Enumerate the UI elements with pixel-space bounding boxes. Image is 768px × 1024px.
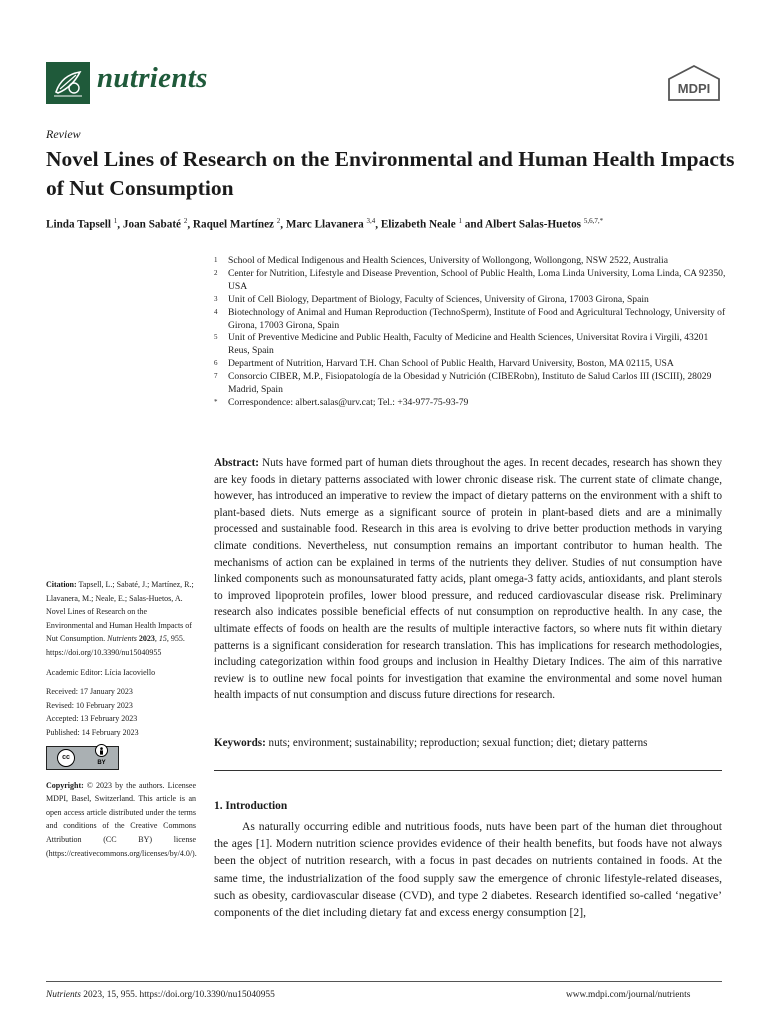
affiliations-list	[214, 255, 726, 410]
affiliation-number: 7	[214, 372, 218, 381]
author-name: Joan Sabaté	[122, 218, 182, 231]
footer-journal-url[interactable]: www.mdpi.com/journal/nutrients	[566, 990, 691, 1000]
affiliation-text: Correspondence: albert.salas@urv.cat; Tel.: +34-977-75-93-79	[228, 396, 469, 408]
keywords-text: nuts; environment; sustainability; reproduction; sexual function; diet; dietary patterns	[268, 737, 648, 749]
author-affiliation-marker: 1	[113, 217, 118, 225]
citation-doi-link[interactable]: https://doi.org/10.3390/nu15040955	[46, 647, 162, 657]
introduction-paragraph: As naturally occurring edible and nutritious foods, nuts have been part of the human diet throughout the ages [1]. Modern nutrition science provides evidence of their health benefits, but foods have not always been the object of nutrition research, with a focus in past decades on nutrients contained in foods. At the same time, the industrialization of the food supply saw the emergence of chronic lifestyle-related diseases, such as obesity, cardiovascular disease (CVD), and type 2 diabetes. Research identified so-called ‘negative’ components of the diet including dietary fat and excess energy consumption [2],	[214, 820, 722, 920]
abstract	[214, 455, 722, 704]
section-divider	[214, 770, 722, 771]
citation-year: 2023	[138, 634, 155, 644]
by-label: BY	[97, 760, 106, 767]
affiliation-number: 5	[214, 333, 218, 342]
citation-journal: Nutrients	[107, 634, 137, 644]
citation-volume: 15	[158, 634, 167, 644]
date-published: Published: 14 February 2023	[46, 727, 139, 737]
journal-logo-icon	[46, 62, 90, 104]
footer-divider	[46, 981, 722, 982]
publisher-name: MDPI	[677, 81, 711, 96]
author-name: Raquel Martínez	[192, 218, 274, 231]
affiliation-item	[214, 307, 726, 333]
keywords-label: Keywords:	[214, 737, 266, 749]
affiliation-number: 1	[214, 256, 218, 264]
affiliation-number: 6	[214, 359, 218, 368]
cc-by-license-badge[interactable]	[46, 746, 119, 770]
citation-text: Tapsell, L.; Sabaté, J.; Martínez, R.; Llavanera, M.; Neale, E.; Salas-Huetos, A. Novel Lines of Research on the Environmental and Human Health Impacts of Nut Consumption.	[46, 580, 194, 644]
author-separator: and	[462, 218, 486, 231]
affiliation-item	[214, 371, 726, 397]
copyright-block	[46, 779, 196, 861]
author-separator: ,	[187, 218, 193, 231]
footer-citation-text: 2023, 15, 955. https://doi.org/10.3390/nu15040955	[83, 990, 275, 1000]
citation-label: Citation:	[46, 580, 77, 589]
person-icon	[95, 744, 108, 757]
author-name: Albert Salas-Huetos	[485, 218, 582, 231]
affiliation-text: Unit of Cell Biology, Department of Biology, Faculty of Sciences, University of Girona, 17003 Girona, Spain	[228, 293, 649, 305]
author-affiliation-marker: 2	[276, 217, 281, 225]
citation-block: Citation: Tapsell, L.; Sabaté, J.; Martínez, R.; Llavanera, M.; Neale, E.; Salas-Huetos, A. Novel Lines of Research on the Environmental and Human Health Impacts of Nut Consumption. Nutrients 2023, 15, 955. https://doi.org/10.3390/nu15040955	[46, 580, 194, 657]
copyright-text: © 2023 by the authors. Licensee MDPI, Basel, Switzerland. This article is an open access article distributed under the terms and conditions of the Creative Commons Attribution (CC BY) license (https://creativecommons.org/licenses/by/4.0/).	[46, 780, 197, 858]
date-received: Received: 17 January 2023	[46, 687, 133, 697]
article-title: Novel Lines of Research on the Environmental and Human Health Impacts of Nut Consumption	[46, 147, 735, 200]
introduction-text	[214, 818, 722, 921]
cc-icon: cc	[57, 749, 75, 767]
article-info-sidebar	[46, 578, 196, 860]
citation-pages: 955.	[170, 634, 185, 644]
publisher-logo	[666, 64, 722, 102]
article-type: Review	[46, 127, 81, 141]
author-affiliation-marker: 3,4	[366, 217, 376, 225]
affiliation-text: Consorcio CIBER, M.P., Fisiopatología de la Obesidad y Nutrición (CIBERobn), Instituto de Salud Carlos III (ISCIII), 28029 Madrid, Spain	[228, 371, 712, 396]
affiliation-text: School of Medical Indigenous and Health Sciences, University of Wollongong, Wollongong, NSW 2522, Australia	[228, 255, 668, 266]
academic-editor: Academic Editor: Lícia Iacoviello	[46, 667, 156, 677]
affiliation-item	[214, 397, 726, 410]
introduction-heading: 1. Introduction	[214, 800, 288, 812]
affiliation-item	[214, 268, 726, 294]
author-separator: ,	[117, 218, 123, 231]
author-list	[46, 217, 736, 231]
keywords	[214, 737, 722, 749]
copyright-label: Copyright:	[46, 780, 84, 790]
footer-journal: Nutrients	[46, 990, 81, 1000]
journal-name: nutrients	[97, 62, 208, 94]
affiliation-number: 2	[214, 268, 218, 277]
author-separator: ,	[375, 218, 381, 231]
date-revised: Revised: 10 February 2023	[46, 700, 133, 710]
abstract-text: Nuts have formed part of human diets throughout the ages. In recent decades, research has shown they are key foods in dietary patterns associated with lower chronic disease risk. The current state of climate change, however, has introduced an imperative to review the impact of dietary patterns on the environment with a shift to plant-based diets. Nuts emerge as a significant source of protein in plant-based diets and are a minimally processed and sustainable food. Research in this area is evolving to drive better production methods in varying climate conditions. Nevertheless, nut consumption remains an important contributor to human health. The mechanisms of action can be explained in terms of the nutrients they deliver. Studies of nut consumption have linked components such as monounsaturated fatty acids, plant omega-3 fatty acids, antioxidants, and plant sterols to improved lipoprotein profiles, lower blood pressure, and reduced cardiovascular disease risk. Preliminary research also indicates possible beneficial effects of nut consumption on reproductive health. In any case, the ultimate effects of foods on health are the results of multiple interactive factors, so where nuts fit within dietary patterns is a significant consideration for research translation. This has implications for research methodologies, including categorization within food groups and inclusion in Healthy Dietary Indices. The aim of this narrative review is to outline new focal points for investigation that examine the environmental and some novel human health impacts of nut consumption and discuss future directions for research.	[214, 457, 722, 702]
author-name: Marc Llavanera	[285, 218, 364, 231]
affiliation-number: 4	[214, 307, 218, 316]
author-affiliation-marker: 2	[183, 217, 188, 225]
affiliation-item	[214, 294, 726, 307]
affiliation-item	[214, 358, 726, 371]
affiliation-item	[214, 255, 726, 268]
affiliation-number: 3	[214, 294, 218, 303]
author-affiliation-marker: 5,6,7,*	[583, 217, 604, 225]
affiliation-item	[214, 332, 726, 358]
affiliation-text: Center for Nutrition, Lifestyle and Disease Prevention, School of Public Health, Loma Linda University, Loma Linda, CA 92350, USA	[228, 267, 726, 292]
affiliation-text: Department of Nutrition, Harvard T.H. Chan School of Public Health, Harvard University, Boston, MA 02115, USA	[228, 358, 674, 370]
affiliation-text: Unit of Preventive Medicine and Public Health, Faculty of Medicine and Health Sciences, Universitat Rovira i Virgili, 43201 Reus, Spain	[228, 332, 709, 357]
author-name: Linda Tapsell	[46, 218, 111, 231]
abstract-label: Abstract:	[214, 457, 259, 469]
author-name: Elizabeth Neale	[380, 218, 456, 231]
affiliation-number: *	[214, 397, 218, 406]
date-accepted: Accepted: 13 February 2023	[46, 714, 138, 724]
author-separator: ,	[280, 218, 286, 231]
affiliation-text: Biotechnology of Animal and Human Reproduction (TechnoSperm), Institute of Food and Agricultural Technology, University of Girona, 17003 Girona, Spain	[228, 306, 726, 331]
footer-citation	[46, 990, 275, 1000]
author-affiliation-marker: 1	[458, 217, 462, 225]
